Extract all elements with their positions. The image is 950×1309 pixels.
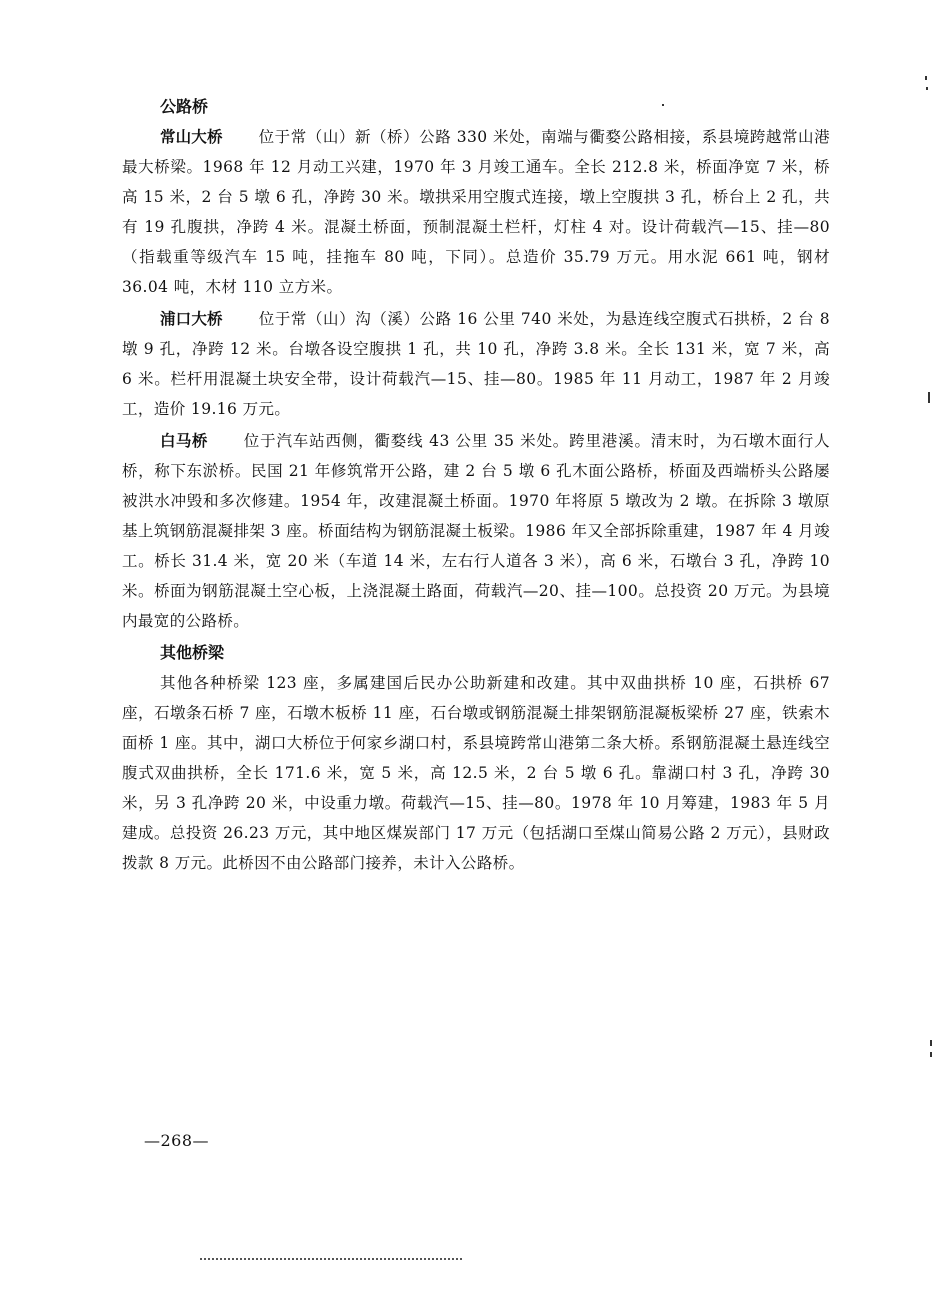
section-heading-highway-bridges: 公路桥: [160, 97, 209, 116]
paragraph-baima-bridge: [122, 426, 830, 636]
scan-speck: [662, 104, 664, 106]
page-number: —268—: [144, 1131, 210, 1150]
scan-speck: [928, 392, 930, 403]
entry-text: 位于汽车站西侧，衢婺线 43 公里 35 米处。跨里港溪。清末时，为石墩木面行人桥，称下东淤桥。民国 21 年修筑常开公路，建 2 台 5 墩 6 孔木面公路桥，桥面及西端桥头公路屡被洪水冲毁和多次修建。1954 年，改建混凝土桥面。1970 年将原 5 墩改为 2 墩。在拆除 3 墩原基上筑钢筋混凝排架 3 座。桥面结构为钢筋混凝土板梁。1986 年又全部拆除重建，1987 年 4 月竣工。桥长 31.4 米，宽 20 米（车道 14 米，左右行人道各 3 米），高 6 米，石墩台 3 孔，净跨 10 米。桥面为钢筋混凝土空心板，上浇混凝土路面，荷载汽—20、挂—100。总投资 20 万元。为县境内最宽的公路桥。: [122, 432, 830, 630]
entry-text: 位于常（山）沟（溪）公路 16 公里 740 米处，为悬连线空腹式石拱桥，2 台 8 墩 9 孔，净跨 12 米。台墩各设空腹拱 1 孔，共 10 孔，净跨 3.8 米。全长 131 米，宽 7 米，高 6 米。栏杆用混凝土块安全带，设计荷载汽—15、挂—80。1985 年 11 月动工，1987 年 2 月竣工，造价 19.16 万元。: [122, 310, 830, 418]
paragraph-pukou-bridge: [122, 304, 830, 424]
page-body: [122, 92, 830, 880]
paragraph-other-bridges: 其他各种桥梁 123 座，多属建国后民办公助新建和改建。其中双曲拱桥 10 座，石拱桥 67 座，石墩条石桥 7 座，石墩木板桥 11 座，石台墩或钢筋混凝土排架钢筋混凝板梁桥 27 座，铁索木面桥 1 座。其中，湖口大桥位于何家乡湖口村，系县境跨常山港第二条大桥。系钢筋混凝土悬连线空腹式双曲拱桥，全长 171.6 米，宽 5 米，高 12.5 米，2 台 5 墩 6 孔。靠湖口村 3 孔，净跨 30 米，另 3 孔净跨 20 米，中设重力墩。荷载汽—15、挂—80。1978 年 10 月筹建，1983 年 5 月建成。总投资 26.23 万元，其中地区煤炭部门 17 万元（包括湖口至煤山简易公路 2 万元），县财政拨款 8 万元。此桥因不由公路部门接养，未计入公路桥。: [122, 674, 830, 872]
scan-speck: [925, 76, 927, 80]
entry-term: 白马桥: [160, 432, 208, 450]
scan-speck: [926, 87, 928, 90]
scan-speck: [930, 1040, 932, 1046]
entry-text: 位于常（山）新（桥）公路 330 米处，南端与衢婺公路相接，系县境跨越常山港最大桥梁。1968 年 12 月动工兴建，1970 年 3 月竣工通车。全长 212.8 米，桥面净宽 7 米，桥高 15 米，2 台 5 墩 6 孔，净跨 30 米。墩拱采用空腹式连接，墩上空腹拱 3 孔，桥台上 2 孔，共有 19 孔腹拱，净跨 4 米。混凝土桥面，预制混凝土栏杆，灯柱 4 对。设计荷载汽—15、挂—80（指载重等级汽车 15 吨，挂拖车 80 吨，下同）。总造价 35.79 万元。用水泥 661 吨，钢材 36.04 吨，木材 110 立方米。: [122, 128, 830, 296]
scan-edge-line: [200, 1258, 462, 1260]
paragraph-changshan-bridge: [122, 122, 830, 302]
entry-term: 常山大桥: [160, 128, 223, 146]
scan-speck: [930, 1052, 932, 1057]
section-heading-other-bridges: 其他桥梁: [160, 643, 225, 662]
entry-term: 浦口大桥: [160, 310, 223, 328]
